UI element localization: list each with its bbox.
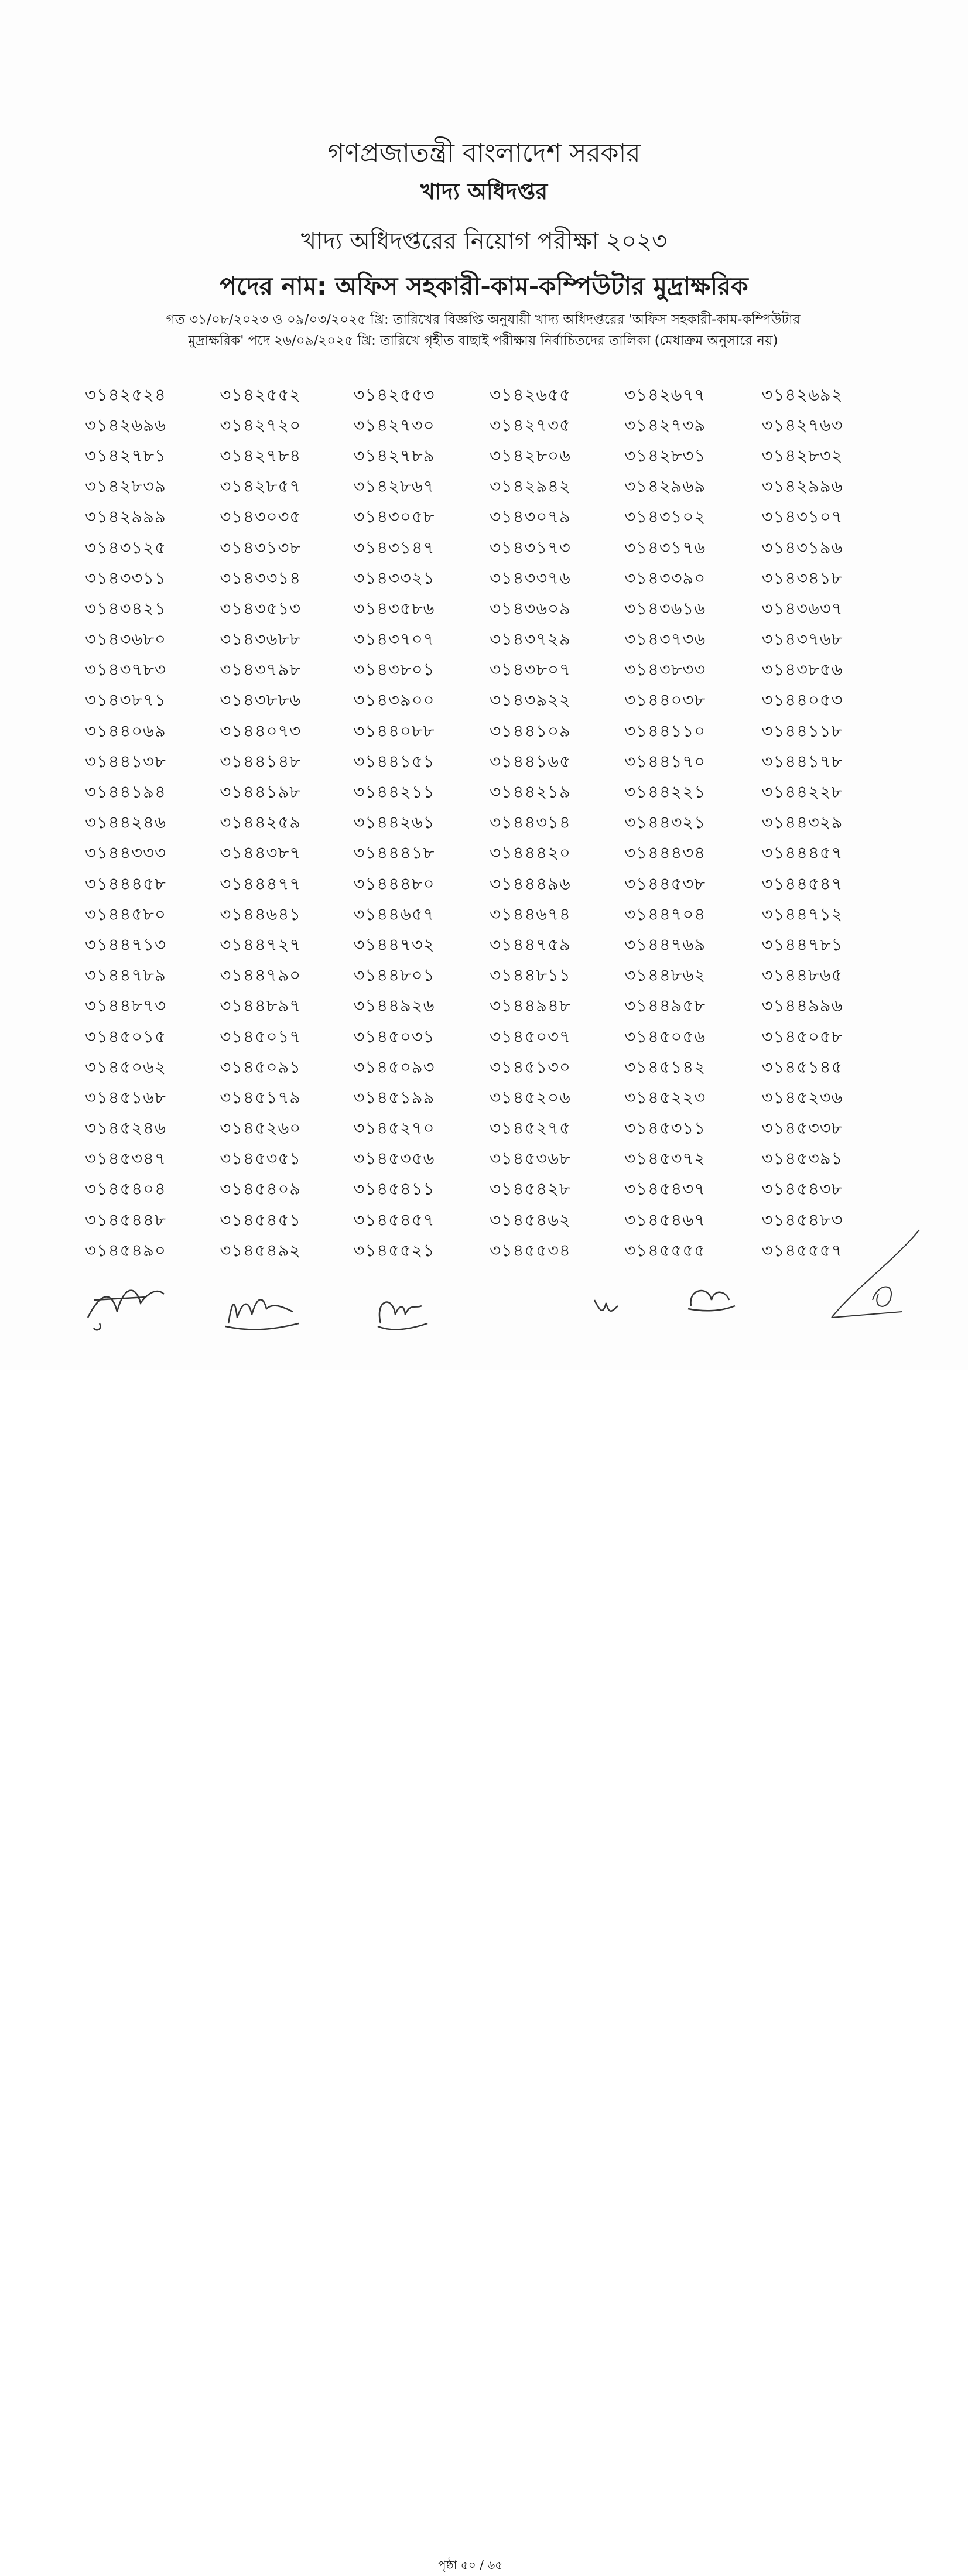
table-row bbox=[85, 1053, 887, 1083]
roll-number-cell: ৩১৪২৮০৬ bbox=[489, 445, 571, 466]
roll-number-cell: ৩১৪৩৬১৬ bbox=[624, 598, 706, 618]
roll-number-cell: ৩১৪৫৪৫১ bbox=[220, 1209, 302, 1230]
roll-number-cell: ৩১৪৪৭৯০ bbox=[220, 965, 302, 986]
roll-number-cell: ৩১৪৫৪১১ bbox=[353, 1179, 435, 1199]
roll-number-cell: ৩১৪৪১৭৮ bbox=[761, 751, 843, 771]
roll-number-cell: ৩১৪৫১৭৯ bbox=[220, 1087, 302, 1107]
roll-number-cell: ৩১৪৪৪৭৭ bbox=[220, 873, 302, 894]
roll-number-cell: ৩১৪৪৭০৪ bbox=[624, 904, 706, 924]
table-row bbox=[85, 1175, 887, 1206]
roll-number-cell: ৩১৪২৯৬৯ bbox=[624, 476, 706, 497]
table-row bbox=[85, 778, 887, 808]
roll-number-cell: ৩১৪৫২০৬ bbox=[489, 1087, 571, 1107]
roll-number-cell: ৩১৪২৮৩২ bbox=[761, 445, 843, 466]
roll-number-cell: ৩১৪৫৩৬৮ bbox=[489, 1148, 571, 1169]
roll-number-cell: ৩১৪৪৮১১ bbox=[489, 965, 571, 986]
roll-number-cell: ৩১৪৪৭৩২ bbox=[353, 934, 435, 955]
roll-number-cell: ৩১৪২৯৯৯ bbox=[85, 507, 166, 527]
roll-number-cell: ৩১৪৪৩৮৭ bbox=[220, 843, 302, 863]
roll-number-cell: ৩১৪২৭৬৩ bbox=[761, 415, 843, 435]
table-row bbox=[85, 503, 887, 533]
roll-number-cell: ৩১৪৩০৩৫ bbox=[220, 507, 302, 527]
roll-number-cell: ৩১৪৩৩৯০ bbox=[624, 567, 706, 588]
roll-number-cell: ৩১৪২৭৮৯ bbox=[353, 445, 435, 466]
roll-number-cell: ৩১৪৩১০৭ bbox=[761, 507, 843, 527]
roll-number-cell: ৩১৪৪৩৩৩ bbox=[85, 843, 166, 863]
roll-number-cell: ৩১৪৪৮০১ bbox=[353, 965, 435, 986]
roll-number-cell: ৩১৪৫১৯৯ bbox=[353, 1087, 435, 1107]
roll-number-cell: ৩১৪২৮৩১ bbox=[624, 445, 706, 466]
roll-number-cell: ৩১৪৩১৩৮ bbox=[220, 537, 302, 557]
roll-number-cell: ৩১৪৩৬৩৭ bbox=[761, 598, 843, 618]
table-row bbox=[85, 473, 887, 503]
roll-number-cell: ৩১৪৩৮৫৬ bbox=[761, 659, 843, 680]
department-title: খাদ্য অধিদপ্তর bbox=[420, 179, 548, 204]
roll-number-cell: ৩১৪৫৩৫১ bbox=[220, 1148, 302, 1169]
roll-number-cell: ৩১৪৪৬৪১ bbox=[220, 904, 302, 924]
roll-number-cell: ৩১৪২৮৬৭ bbox=[353, 476, 435, 497]
roll-number-cell: ৩১৪৫২৭৫ bbox=[489, 1118, 571, 1138]
roll-number-cell: ৩১৪২৭৩৫ bbox=[489, 415, 571, 435]
roll-number-cell: ৩১৪৪৫৮০ bbox=[85, 904, 166, 924]
roll-number-cell: ৩১৪৪২২৮ bbox=[761, 782, 843, 802]
roll-number-cell: ৩১৪৩১২৫ bbox=[85, 537, 166, 557]
notice-text bbox=[88, 309, 878, 351]
signature-4 bbox=[586, 1282, 627, 1323]
table-row bbox=[85, 870, 887, 900]
table-row bbox=[85, 656, 887, 686]
roll-number-cell: ৩১৪৪২৬১ bbox=[353, 812, 435, 833]
table-row bbox=[85, 625, 887, 656]
roll-number-cell: ৩১৪৩১৪৭ bbox=[353, 537, 435, 557]
roll-number-cell: ৩১৪৪৫৩৮ bbox=[624, 873, 706, 894]
roll-number-cell: ৩১৪৫৩৪৭ bbox=[85, 1148, 166, 1169]
table-row bbox=[85, 747, 887, 778]
roll-number-cell: ৩১৪৪৬৭৪ bbox=[489, 904, 571, 924]
table-row bbox=[85, 900, 887, 930]
roll-number-cell: ৩১৪৩৭৩৬ bbox=[624, 629, 706, 649]
roll-number-cell: ৩১৪৩৩১১ bbox=[85, 567, 166, 588]
table-row bbox=[85, 594, 887, 625]
roll-number-cell: ৩১৪৪২২১ bbox=[624, 782, 706, 802]
table-row bbox=[85, 442, 887, 472]
roll-number-cell: ৩১৪৩৭৮৩ bbox=[85, 659, 166, 680]
roll-number-cell: ৩১৪৪৪৮০ bbox=[353, 873, 435, 894]
roll-number-cell: ৩১৪৫০৯৩ bbox=[353, 1056, 435, 1077]
roll-number-cell: ৩১৪৪০৬৯ bbox=[85, 720, 166, 741]
roll-number-cell: ৩১৪৩১৭৬ bbox=[624, 537, 706, 557]
roll-number-cell: ৩১৪২৭৩০ bbox=[353, 415, 435, 435]
roll-number-cell: ৩১৪৪১৩৮ bbox=[85, 751, 166, 771]
roll-number-cell: ৩১৪৩৮০৭ bbox=[489, 659, 571, 680]
roll-number-cell: ৩১৪৩৯২২ bbox=[489, 690, 571, 710]
roll-number-cell: ৩১৪৫৪০৪ bbox=[85, 1179, 166, 1199]
roll-number-cell: ৩১৪৪৪২০ bbox=[489, 843, 571, 863]
roll-number-cell: ৩১৪৫৫২১ bbox=[353, 1240, 435, 1260]
roll-number-cell: ৩১৪৪৭৬৯ bbox=[624, 934, 706, 955]
signature-5 bbox=[679, 1277, 744, 1323]
roll-number-cell: ৩১৪৪৪৩৪ bbox=[624, 843, 706, 863]
roll-number-cell: ৩১৪৫৪৩৮ bbox=[761, 1179, 843, 1199]
roll-number-cell: ৩১৪৪৭৫৯ bbox=[489, 934, 571, 955]
table-row bbox=[85, 564, 887, 594]
government-title: গণপ্রজাতন্ত্রী বাংলাদেশ সরকার bbox=[327, 138, 641, 168]
roll-number-cell: ৩১৪২৬৯৬ bbox=[85, 415, 166, 435]
roll-number-cell: ৩১৪৩৬০৯ bbox=[489, 598, 571, 618]
notice-line-2: মুদ্রাক্ষরিক' পদে ২৬/০৯/২০২৫ খ্রি: তারিখে গৃহীত বাছাই পরীক্ষায় নির্বাচিতদের তালিকা (মেধাক্রম অনুসারে নয়) bbox=[188, 333, 778, 348]
roll-number-cell: ৩১৪৫০৩১ bbox=[353, 1026, 435, 1046]
signature-footer bbox=[0, 1271, 968, 2572]
roll-number-cell: ৩১৪২৭৩৯ bbox=[624, 415, 706, 435]
roll-number-cell: ৩১৪৫০১৫ bbox=[85, 1026, 166, 1046]
signature-6 bbox=[820, 1224, 925, 1335]
post-title: পদের নাম: অফিস সহকারী-কাম-কম্পিউটার মুদ্রাক্ষরিক bbox=[220, 272, 748, 300]
signature-3 bbox=[369, 1282, 433, 1335]
roll-number-cell: ৩১৪৫১৬৮ bbox=[85, 1087, 166, 1107]
table-row bbox=[85, 1145, 887, 1175]
roll-number-cell: ৩১৪৪৮৯৭ bbox=[220, 995, 302, 1016]
roll-number-cell: ৩১৪৩৫১৩ bbox=[220, 598, 302, 618]
notice-line-1: গত ৩১/০৮/২০২৩ ও ০৯/০৩/২০২৫ খ্রি: তারিখের বিজ্ঞপ্তি অনুযায়ী খাদ্য অধিদপ্তরের 'অফিস সহকারী-কাম-কম্পিউটার bbox=[166, 312, 801, 327]
roll-number-cell: ৩১৪৪৪৫৭ bbox=[761, 843, 843, 863]
roll-number-cell: ৩১৪৪৪৫৮ bbox=[85, 873, 166, 894]
roll-number-cell: ৩১৪৪৮৭৩ bbox=[85, 995, 166, 1016]
roll-number-cell: ৩১৪৫২৩৬ bbox=[761, 1087, 843, 1107]
roll-number-cell: ৩১৪৪৩২৯ bbox=[761, 812, 843, 833]
table-row bbox=[85, 411, 887, 442]
table-row bbox=[85, 1206, 887, 1236]
table-row bbox=[85, 686, 887, 717]
roll-number-cell: ৩১৪৪০৭৩ bbox=[220, 720, 302, 741]
roll-number-cell: ৩১৪৪৭১৩ bbox=[85, 934, 166, 955]
roll-number-cell: ৩১৪৪১৭০ bbox=[624, 751, 706, 771]
roll-number-cell: ৩১৪৫২৪৬ bbox=[85, 1118, 166, 1138]
roll-number-cell: ৩১৪৩১০২ bbox=[624, 507, 706, 527]
roll-number-cell: ৩১৪৪০৮৮ bbox=[353, 720, 435, 741]
roll-number-cell: ৩১৪৩৩২১ bbox=[353, 567, 435, 588]
roll-number-cell: ৩১৪৩০৫৮ bbox=[353, 507, 435, 527]
roll-number-cell: ৩১৪৪৭৮১ bbox=[761, 934, 843, 955]
roll-number-cell: ৩১৪৪৩২১ bbox=[624, 812, 706, 833]
roll-number-cell: ৩১৪৩৬৮৮ bbox=[220, 629, 302, 649]
signature-1 bbox=[76, 1277, 170, 1335]
roll-number-cell: ৩১৪২৭৮৪ bbox=[220, 445, 302, 466]
table-row bbox=[85, 1114, 887, 1145]
roll-number-cell: ৩১৪৪২৫৯ bbox=[220, 812, 302, 833]
roll-number-cell: ৩১৪৫১৪৫ bbox=[761, 1056, 843, 1077]
roll-number-cell: ৩১৪৩৭৬৮ bbox=[761, 629, 843, 649]
roll-number-cell: ৩১৪৩৮৩৩ bbox=[624, 659, 706, 680]
roll-number-cell: ৩১৪৪৯৪৮ bbox=[489, 995, 571, 1016]
roll-number-cell: ৩১৪৩১৭৩ bbox=[489, 537, 571, 557]
roll-number-cell: ৩১৪৫৪৩৭ bbox=[624, 1179, 706, 1199]
roll-number-cell: ৩১৪৫০৬২ bbox=[85, 1056, 166, 1077]
table-row bbox=[85, 992, 887, 1022]
roll-number-cell: ৩১৪৪০৫৩ bbox=[761, 690, 843, 710]
roll-number-cell: ৩১৪৩১৯৬ bbox=[761, 537, 843, 557]
roll-number-cell: ৩১৪৩৫৮৬ bbox=[353, 598, 435, 618]
roll-number-cell: ৩১৪২৭২০ bbox=[220, 415, 302, 435]
roll-number-cell: ৩১৪৪২১১ bbox=[353, 782, 435, 802]
roll-number-cell: ৩১৪৩০৭৯ bbox=[489, 507, 571, 527]
roll-number-cell: ৩১৪৫০৩৭ bbox=[489, 1026, 571, 1046]
roll-number-cell: ৩১৪৩৮০১ bbox=[353, 659, 435, 680]
roll-number-cell: ৩১৪৫১৩০ bbox=[489, 1056, 571, 1077]
roll-number-cell: ৩১৪৪৭২৭ bbox=[220, 934, 302, 955]
roll-number-cell: ৩১৪৪৩১৪ bbox=[489, 812, 571, 833]
roll-number-cell: ৩১৪৪১৫১ bbox=[353, 751, 435, 771]
roll-number-cell: ৩১৪৪৯৯৬ bbox=[761, 995, 843, 1016]
roll-number-cell: ৩১৪২৬৫৫ bbox=[489, 384, 571, 405]
roll-number-cell: ৩১৪৫৫৫৫ bbox=[624, 1240, 706, 1260]
roll-number-cell: ৩১৪৩৩১৪ bbox=[220, 567, 302, 588]
roll-number-cell: ৩১৪৫৪৮৩ bbox=[761, 1209, 843, 1230]
roll-number-cell: ৩১৪৪০৩৮ bbox=[624, 690, 706, 710]
signature-2 bbox=[217, 1282, 305, 1335]
roll-number-cell: ৩১৪৫৫৫৭ bbox=[761, 1240, 843, 1260]
roll-number-cell: ৩১৪৩৬৮০ bbox=[85, 629, 166, 649]
roll-number-cell: ৩১৪৪৪৯৬ bbox=[489, 873, 571, 894]
roll-number-cell: ৩১৪৫০১৭ bbox=[220, 1026, 302, 1046]
roll-number-cell: ৩১৪২৮৫৭ bbox=[220, 476, 302, 497]
roll-number-cell: ৩১৪৪৮৬২ bbox=[624, 965, 706, 986]
roll-number-cell: ৩১৪৪৭১২ bbox=[761, 904, 843, 924]
roll-number-cell: ৩১৪৪১১০ bbox=[624, 720, 706, 741]
roll-number-cell: ৩১৪৩৪২১ bbox=[85, 598, 166, 618]
roll-number-cell: ৩১৪২৮৩৯ bbox=[85, 476, 166, 497]
roll-number-cell: ৩১৪৪৪১৮ bbox=[353, 843, 435, 863]
roll-number-cell: ৩১৪২৯৪২ bbox=[489, 476, 571, 497]
roll-number-cell: ৩১৪৩৭২৯ bbox=[489, 629, 571, 649]
roll-number-cell: ৩১৪৫৪৫৭ bbox=[353, 1209, 435, 1230]
roll-number-cell: ৩১৪৫২৬০ bbox=[220, 1118, 302, 1138]
roll-number-cell: ৩১৪৫৩৭২ bbox=[624, 1148, 706, 1169]
roll-number-cell: ৩১৪৫৪০৯ bbox=[220, 1179, 302, 1199]
table-row bbox=[85, 962, 887, 992]
roll-number-cell: ৩১৪২৬৯২ bbox=[761, 384, 843, 405]
roll-number-cell: ৩১৪৫৩৫৬ bbox=[353, 1148, 435, 1169]
roll-number-table bbox=[85, 381, 887, 1267]
roll-number-cell: ৩১৪৪১৯৪ bbox=[85, 782, 166, 802]
roll-number-cell: ৩১৪৫০৯১ bbox=[220, 1056, 302, 1077]
roll-number-cell: ৩১৪২৫৫৩ bbox=[353, 384, 435, 405]
roll-number-cell: ৩১৪৩৪১৮ bbox=[761, 567, 843, 588]
roll-number-cell: ৩১৪৪১৬৫ bbox=[489, 751, 571, 771]
roll-number-cell: ৩১৪৩৩৭৬ bbox=[489, 567, 571, 588]
roll-number-cell: ৩১৪৫২২৩ bbox=[624, 1087, 706, 1107]
roll-number-cell: ৩১৪২৬৭৭ bbox=[624, 384, 706, 405]
table-row bbox=[85, 809, 887, 839]
table-row bbox=[85, 1083, 887, 1114]
roll-number-cell: ৩১৪২৫২৪ bbox=[85, 384, 166, 405]
roll-number-cell: ৩১৪২৫৫২ bbox=[220, 384, 302, 405]
table-row bbox=[85, 839, 887, 870]
table-row bbox=[85, 930, 887, 961]
roll-number-cell: ৩১৪৫৪৬৭ bbox=[624, 1209, 706, 1230]
roll-number-cell: ৩১৪৪২১৯ bbox=[489, 782, 571, 802]
roll-number-cell: ৩১৪৫৪৪৮ bbox=[85, 1209, 166, 1230]
table-row bbox=[85, 1236, 887, 1267]
roll-number-cell: ৩১৪৫৪২৮ bbox=[489, 1179, 571, 1199]
roll-number-cell: ৩১৪২৯৯৬ bbox=[761, 476, 843, 497]
roll-number-cell: ৩১৪৪৫৪৭ bbox=[761, 873, 843, 894]
roll-number-cell: ৩১৪৪১০৯ bbox=[489, 720, 571, 741]
roll-number-cell: ৩১৪৪৯৫৮ bbox=[624, 995, 706, 1016]
roll-number-cell: ৩১৪৫০৫৮ bbox=[761, 1026, 843, 1046]
roll-number-cell: ৩১৪৫৩৩৮ bbox=[761, 1118, 843, 1138]
roll-number-cell: ৩১৪৫৪৯২ bbox=[220, 1240, 302, 1260]
roll-number-cell: ৩১৪৫৫৩৪ bbox=[489, 1240, 571, 1260]
roll-number-cell: ৩১৪৫২৭০ bbox=[353, 1118, 435, 1138]
roll-number-cell: ৩১৪৪১৯৮ bbox=[220, 782, 302, 802]
table-row bbox=[85, 533, 887, 564]
roll-number-cell: ৩১৪৩৯০০ bbox=[353, 690, 435, 710]
table-row bbox=[85, 1022, 887, 1053]
roll-number-cell: ৩১৪৫৩৯১ bbox=[761, 1148, 843, 1169]
roll-number-cell: ৩১৪৪১৪৮ bbox=[220, 751, 302, 771]
roll-number-cell: ৩১৪৪৮৬৫ bbox=[761, 965, 843, 986]
table-row bbox=[85, 381, 887, 411]
roll-number-cell: ৩১৪৩৭০৭ bbox=[353, 629, 435, 649]
page-number: পৃষ্ঠা ৫০ / ৬৫ bbox=[438, 2558, 503, 2572]
roll-number-cell: ৩১৪৩৮৮৬ bbox=[220, 690, 302, 710]
roll-number-cell: ৩১৪৪৯২৬ bbox=[353, 995, 435, 1016]
roll-number-cell: ৩১৪৫১৪২ bbox=[624, 1056, 706, 1077]
roll-number-cell: ৩১৪৩৮৭১ bbox=[85, 690, 166, 710]
exam-title: খাদ্য অধিদপ্তরের নিয়োগ পরীক্ষা ২০২৩ bbox=[300, 228, 668, 255]
roll-number-cell: ৩১৪৪১১৮ bbox=[761, 720, 843, 741]
roll-number-cell: ৩১৪৪৬৫৭ bbox=[353, 904, 435, 924]
roll-number-cell: ৩১৪২৭৮১ bbox=[85, 445, 166, 466]
roll-number-cell: ৩১৪৫৪৯০ bbox=[85, 1240, 166, 1260]
roll-number-cell: ৩১৪৫৩১১ bbox=[624, 1118, 706, 1138]
roll-number-cell: ৩১৪৩৭৯৮ bbox=[220, 659, 302, 680]
roll-number-cell: ৩১৪৫৪৬২ bbox=[489, 1209, 571, 1230]
table-row bbox=[85, 717, 887, 747]
roll-number-cell: ৩১৪৪২৪৬ bbox=[85, 812, 166, 833]
roll-number-cell: ৩১৪৫০৫৬ bbox=[624, 1026, 706, 1046]
roll-number-cell: ৩১৪৪৭৮৯ bbox=[85, 965, 166, 986]
